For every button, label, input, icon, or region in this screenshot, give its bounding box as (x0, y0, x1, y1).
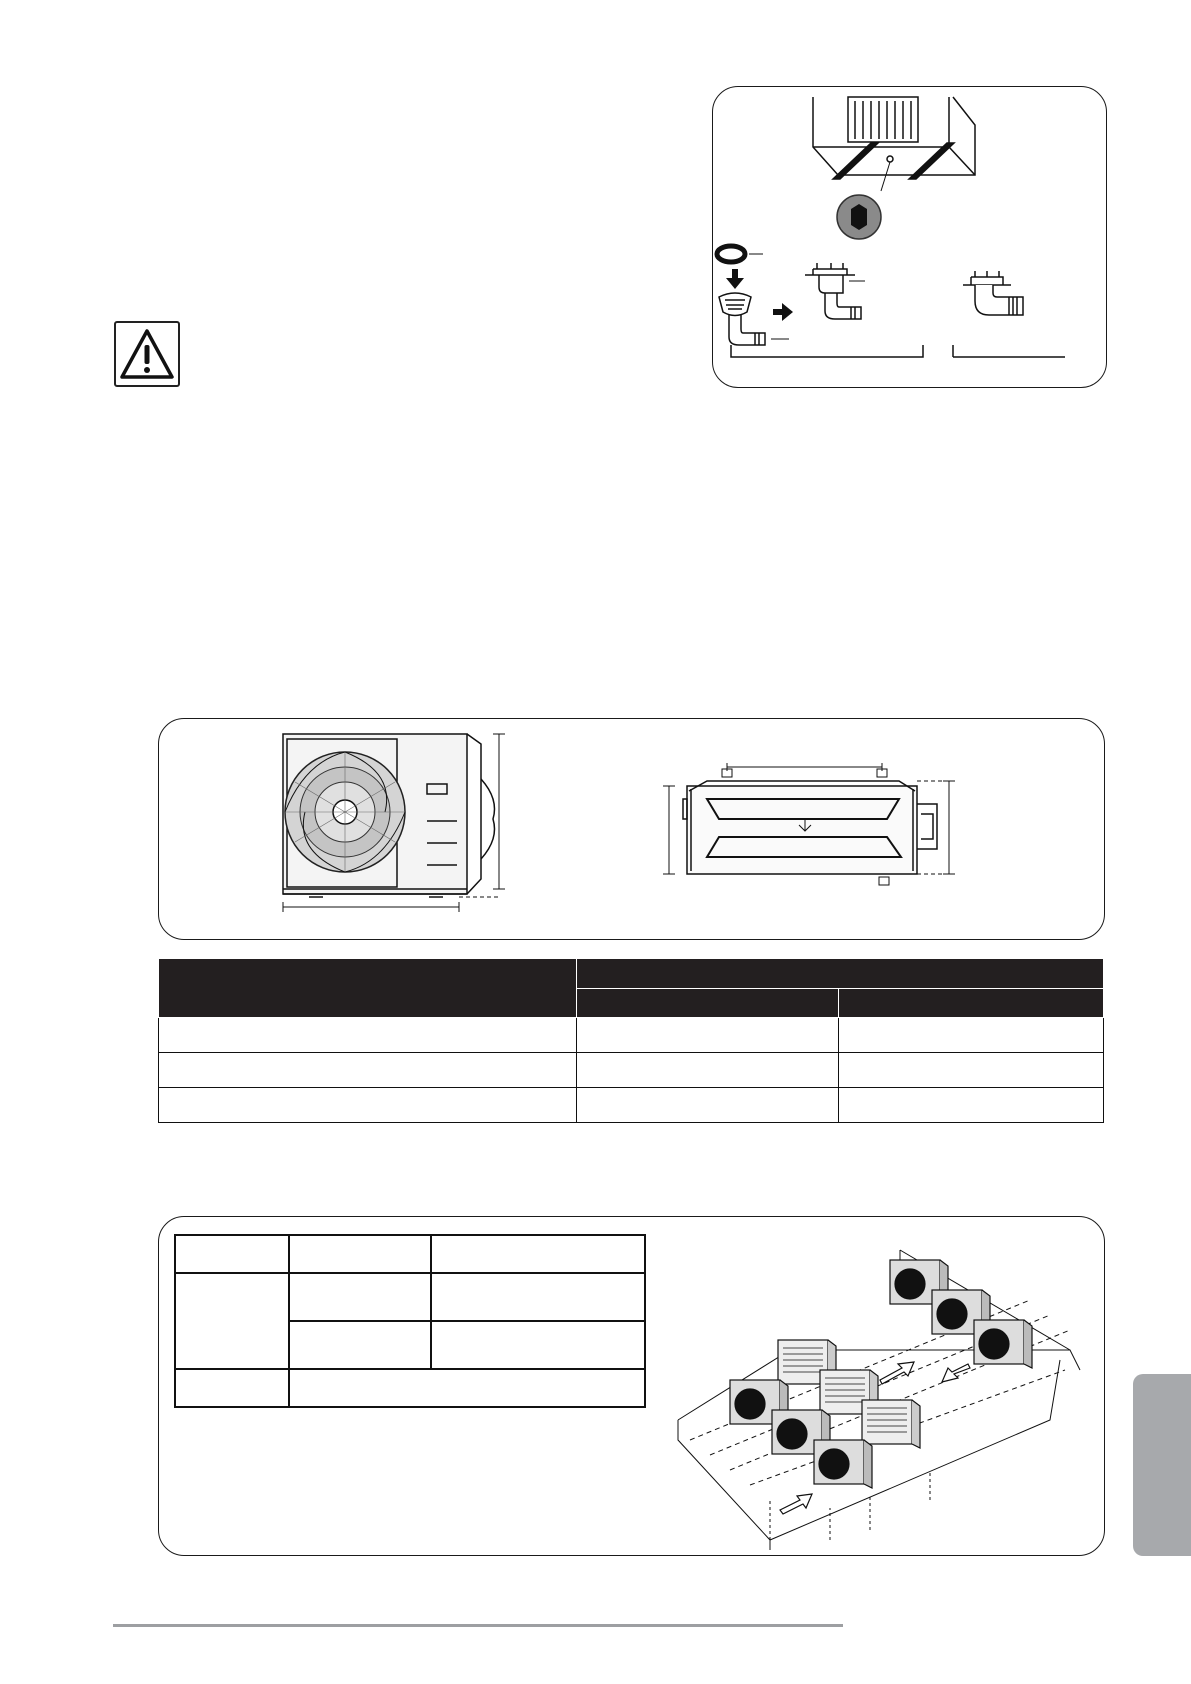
table-cell (289, 1235, 431, 1273)
table-cell (839, 1053, 1104, 1088)
drain-figure-panel (712, 86, 1107, 388)
table-row (159, 1053, 1104, 1088)
outdoor-unit-base (813, 97, 975, 191)
table-row (159, 1088, 1104, 1123)
warning-triangle-icon (114, 321, 180, 387)
table-row (159, 1018, 1104, 1053)
seal-ring-icon (717, 246, 763, 262)
table-cell (431, 1321, 645, 1369)
table-cell (289, 1369, 645, 1407)
table-cell (175, 1235, 289, 1273)
dimension-figure-panel (158, 718, 1105, 940)
table-cell (839, 1088, 1104, 1123)
drain-figure (713, 87, 1106, 387)
table-row (175, 1235, 645, 1273)
outdoor-unit-top-view (683, 769, 937, 885)
spec-table (158, 958, 1104, 1123)
table-cell (577, 1053, 839, 1088)
clearance-table (174, 1234, 646, 1408)
footer-rule (113, 1624, 843, 1627)
table-cell (577, 1088, 839, 1123)
dimension-figure (159, 719, 1104, 939)
multiple-outdoor-units-layout (670, 1240, 1090, 1550)
table-cell (159, 1018, 577, 1053)
table-cell (175, 1369, 289, 1407)
bracket-lines (731, 345, 1065, 357)
table-cell (175, 1273, 289, 1369)
spec-table-header-row (159, 959, 1104, 989)
table-cell (431, 1273, 645, 1321)
spec-header-cell (159, 959, 577, 1018)
drain-elbow-installed-icon (805, 263, 1023, 319)
table-cell (159, 1088, 577, 1123)
table-cell (839, 1018, 1104, 1053)
table-row (175, 1273, 645, 1321)
section-side-tab (1133, 1374, 1191, 1556)
spec-subheader-cell (577, 988, 839, 1018)
table-cell (159, 1053, 577, 1088)
outdoor-unit-front-view (283, 734, 495, 897)
drain-hole-icon (837, 195, 881, 239)
table-cell (577, 1018, 839, 1053)
outdoor-unit-icons (730, 1260, 1032, 1488)
arrow-right-icon (773, 303, 793, 321)
table-cell (431, 1235, 645, 1273)
table-cell (289, 1321, 431, 1369)
arrow-down-icon (726, 269, 744, 289)
table-cell (289, 1273, 431, 1321)
spec-header-cell (577, 959, 1104, 989)
table-row (175, 1369, 645, 1407)
drain-elbow-icon (719, 293, 789, 345)
spec-subheader-cell (839, 988, 1104, 1018)
